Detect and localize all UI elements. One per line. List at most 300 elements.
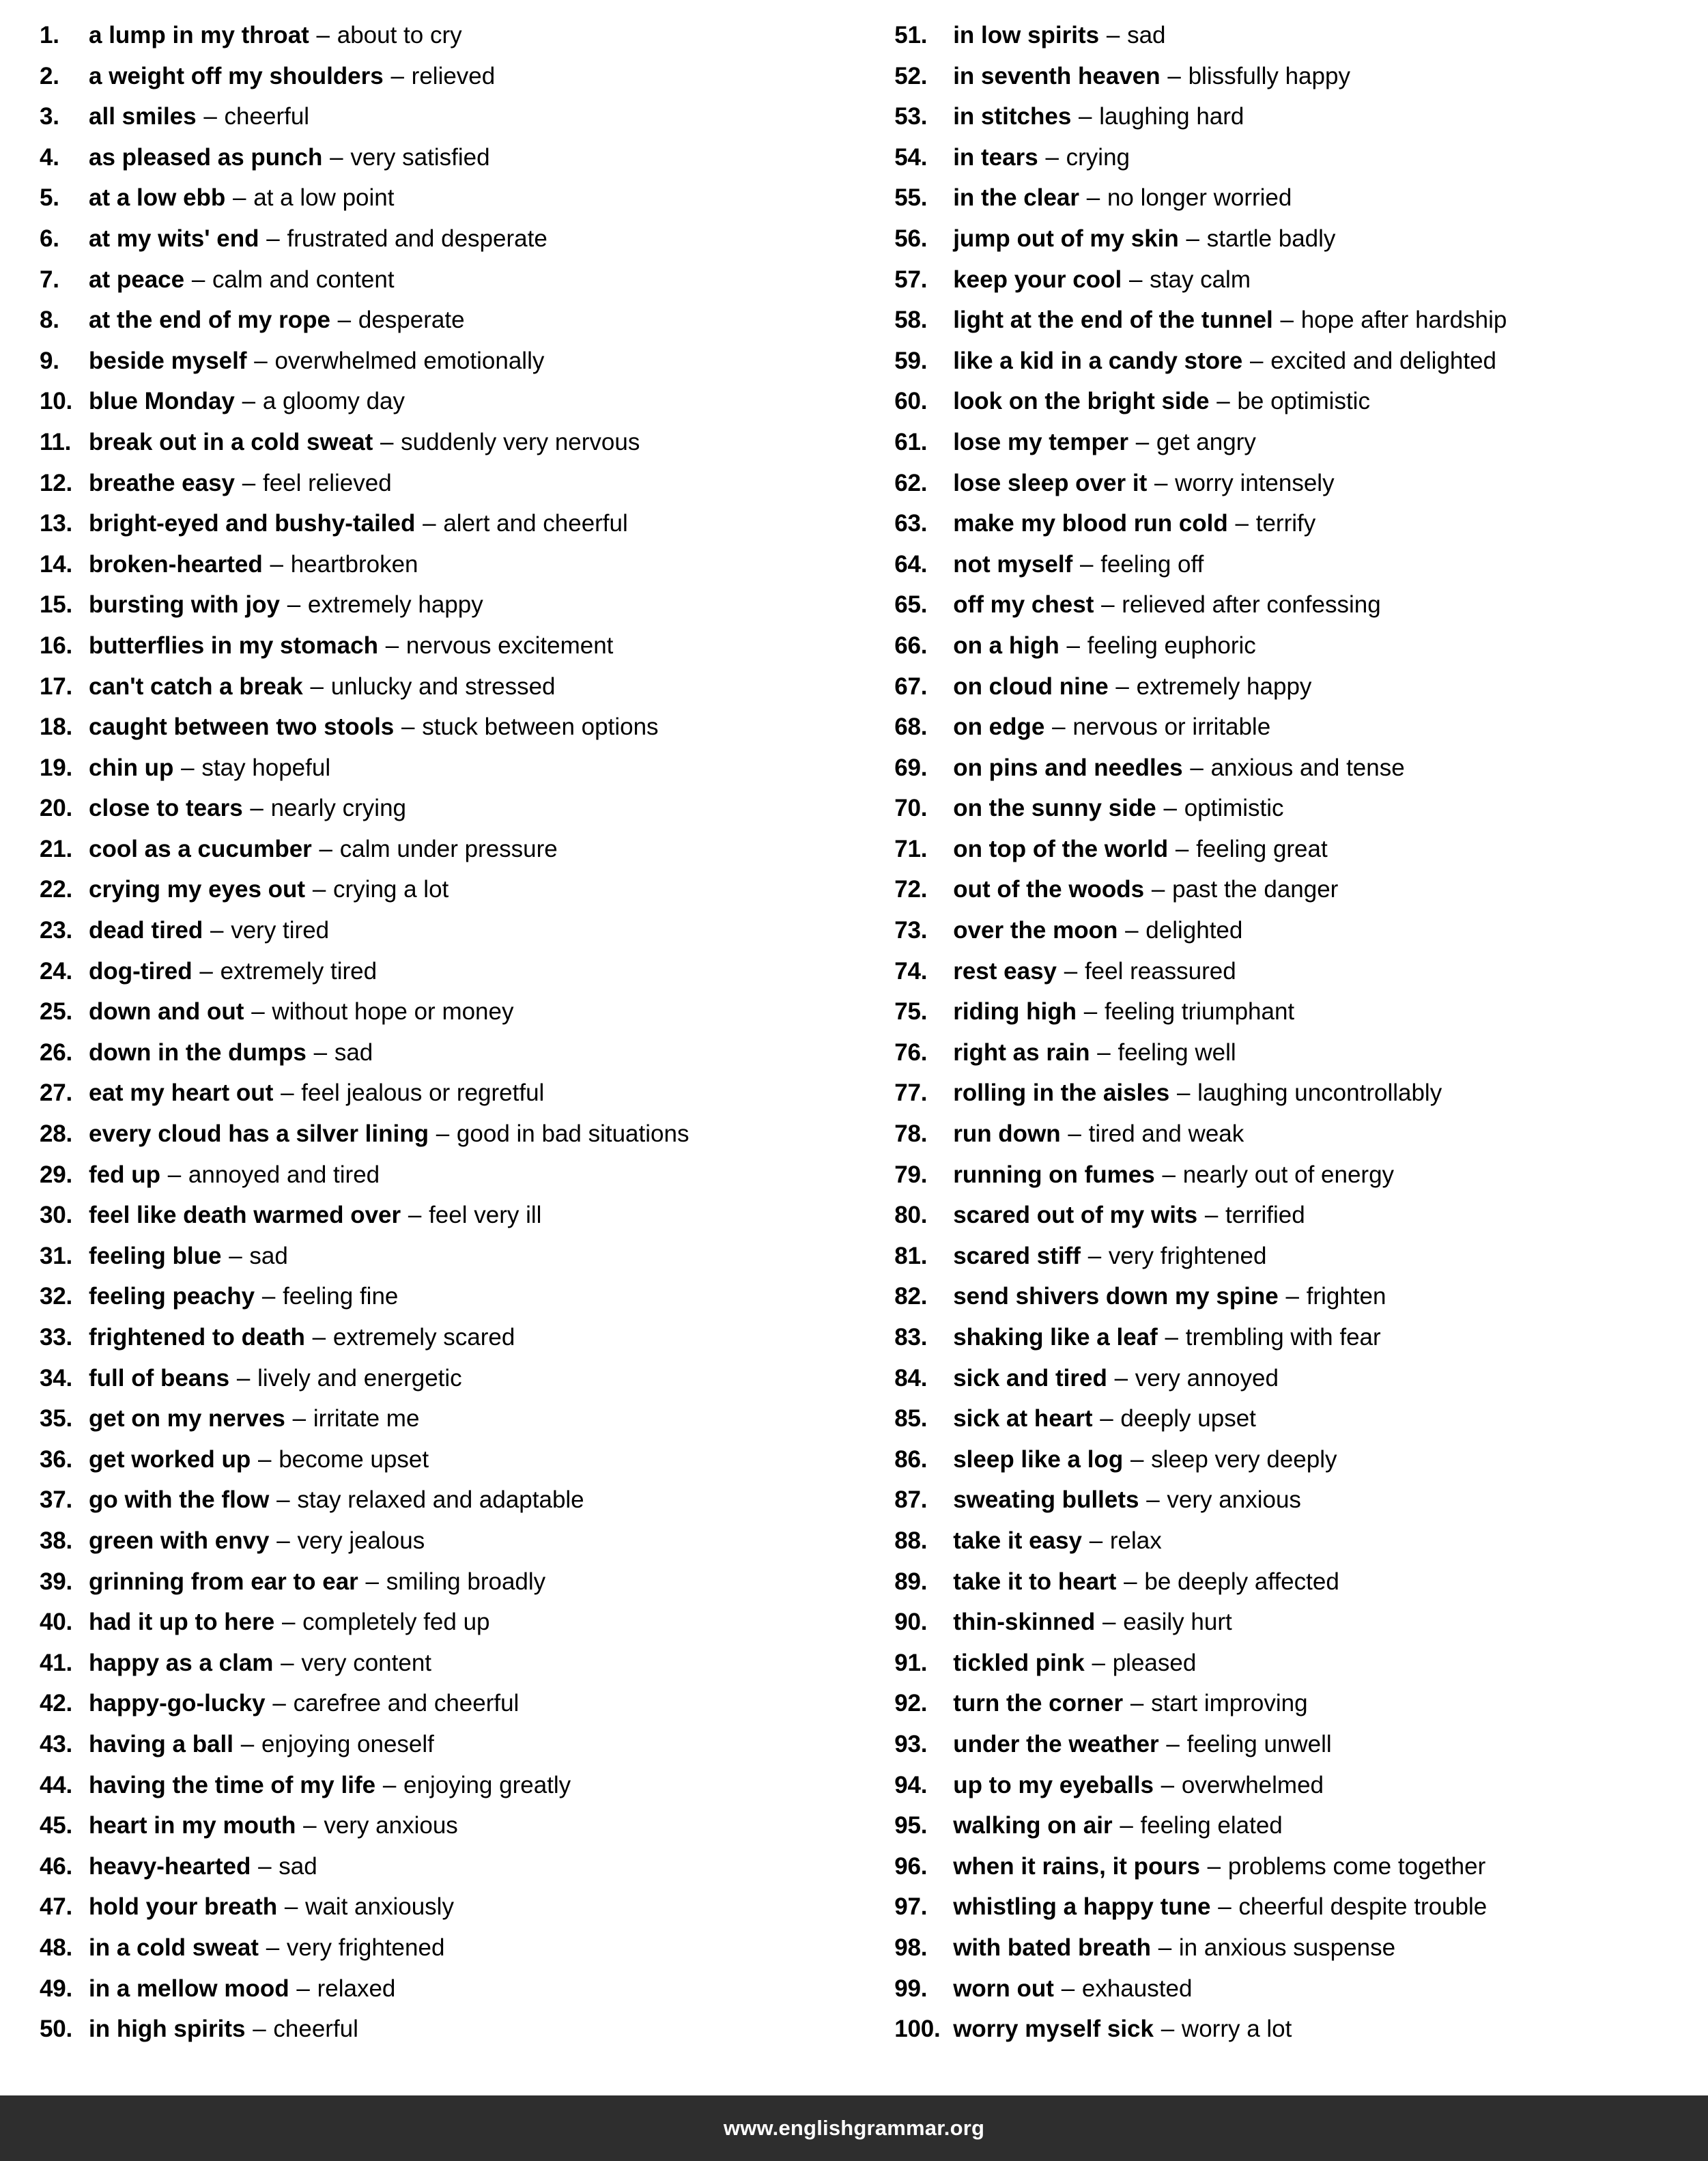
idiom-meaning: annoyed and tired: [188, 1161, 380, 1188]
idiom-dash: –: [1250, 347, 1264, 374]
idiom-phrase: in stitches: [953, 103, 1072, 130]
idiom-dash: –: [1167, 62, 1181, 89]
idiom-meaning: very annoyed: [1135, 1364, 1279, 1392]
list-item-text: [89, 1927, 444, 1968]
list-item: [894, 707, 1681, 748]
list-item-number: 76.: [894, 1039, 928, 1066]
idiom-dash: –: [390, 62, 404, 89]
idiom-meaning: sleep very deeply: [1151, 1445, 1337, 1473]
idiom-phrase: feeling peachy: [89, 1283, 255, 1310]
list-item-number: 82.: [894, 1283, 928, 1310]
idiom-phrase: down and out: [89, 998, 244, 1026]
list-item: [894, 869, 1681, 910]
idiom-dash: –: [1165, 1324, 1178, 1351]
idiom-phrase: dog-tired: [89, 957, 193, 985]
idiom-dash: –: [1079, 103, 1092, 130]
idiom-phrase: at the end of my rope: [89, 307, 330, 334]
list-item-number: 78.: [894, 1120, 928, 1148]
list-item-text: [89, 584, 483, 625]
list-item: [894, 1317, 1681, 1358]
list-item-number: 24.: [40, 957, 73, 985]
list-item: [40, 137, 894, 178]
list-item: [40, 1439, 894, 1480]
list-item-number: 11.: [40, 428, 72, 455]
list-item: [894, 1683, 1681, 1724]
list-item-text: [89, 788, 406, 829]
idiom-phrase: under the weather: [953, 1730, 1159, 1757]
list-item: [40, 951, 894, 992]
idiom-meaning: very frightened: [286, 1934, 445, 1961]
list-item-number: 6.: [40, 225, 59, 252]
idiom-phrase: full of beans: [89, 1364, 230, 1392]
list-item-text: [89, 15, 462, 56]
list-item: [40, 707, 894, 748]
idiom-column-left: [27, 15, 894, 2050]
idiom-phrase: beside myself: [89, 347, 247, 374]
idiom-meaning: stay calm: [1150, 266, 1251, 293]
idiom-dash: –: [181, 754, 195, 781]
idiom-meaning: frustrated and desperate: [287, 225, 547, 252]
list-item-text: [89, 422, 640, 463]
idiom-phrase: in high spirits: [89, 2016, 246, 2043]
list-item: [894, 56, 1681, 97]
list-item-text: [953, 910, 1242, 951]
idiom-phrase: a lump in my throat: [89, 22, 309, 48]
list-item: [40, 1317, 894, 1358]
idiom-dash: –: [292, 1405, 307, 1432]
list-item-number: 18.: [40, 714, 73, 741]
idiom-meaning: very content: [301, 1649, 432, 1676]
idiom-dash: –: [330, 143, 343, 171]
idiom-dash: –: [1163, 795, 1177, 822]
idiom-dash: –: [1176, 1079, 1191, 1107]
list-item-number: 69.: [894, 754, 928, 781]
list-item-number: 59.: [894, 347, 928, 374]
list-item-text: [953, 1480, 1301, 1521]
idiom-meaning: nervous excitement: [405, 632, 614, 659]
idiom-meaning: suddenly very nervous: [401, 428, 640, 455]
list-item-number: 45.: [40, 1812, 73, 1839]
list-item: [40, 788, 894, 829]
idiom-meaning: feeling well: [1118, 1039, 1236, 1066]
list-item: [40, 910, 894, 951]
list-item-text: [89, 1562, 545, 1602]
idiom-meaning: stay relaxed and adaptable: [297, 1486, 584, 1514]
idiom-dash: –: [1235, 510, 1249, 537]
list-item-text: [89, 951, 377, 992]
idiom-meaning: relieved after confessing: [1122, 591, 1381, 619]
idiom-dash: –: [385, 632, 399, 659]
list-item-number: 52.: [894, 62, 928, 89]
list-item-text: [89, 503, 628, 544]
list-item: [894, 1887, 1681, 1927]
list-item: [40, 1155, 894, 1196]
list-item-text: [89, 2009, 358, 2050]
idiom-phrase: at peace: [89, 266, 185, 293]
idiom-dash: –: [436, 1120, 450, 1148]
idiom-dash: –: [1151, 876, 1165, 903]
list-item: [40, 300, 894, 341]
idiom-dash: –: [240, 1730, 255, 1757]
idiom-phrase: rest easy: [953, 957, 1057, 985]
list-item-number: 90.: [894, 1609, 928, 1636]
idiom-phrase: feel like death warmed over: [89, 1202, 401, 1229]
idiom-dash: –: [1162, 1161, 1176, 1188]
idiom-meaning: sad: [1127, 22, 1166, 48]
list-item: [40, 1602, 894, 1643]
idiom-phrase: worry myself sick: [953, 2016, 1154, 2043]
list-item: [40, 503, 894, 544]
idiom-dash: –: [1115, 673, 1129, 700]
idiom-phrase: close to tears: [89, 795, 243, 822]
idiom-meaning: feel relieved: [262, 469, 392, 496]
idiom-dash: –: [1092, 1649, 1105, 1676]
idiom-meaning: hope after hardship: [1300, 307, 1507, 334]
list-item: [40, 1480, 894, 1521]
idiom-dash: –: [1079, 550, 1094, 578]
list-item-number: 100.: [894, 2016, 941, 2043]
list-item: [894, 1968, 1681, 2009]
list-item-number: 22.: [40, 876, 73, 903]
idiom-dash: –: [242, 469, 256, 496]
idiom-phrase: happy as a clam: [89, 1649, 274, 1676]
list-item-number: 95.: [894, 1812, 928, 1839]
list-item-text: [89, 463, 392, 504]
list-item-number: 7.: [40, 266, 59, 293]
list-item-number: 17.: [40, 673, 73, 700]
list-item-number: 75.: [894, 998, 928, 1026]
list-item-number: 9.: [40, 347, 59, 374]
list-item-number: 79.: [894, 1161, 928, 1188]
idiom-meaning: relax: [1109, 1527, 1162, 1554]
idiom-dash: –: [1120, 1812, 1133, 1839]
list-item: [40, 666, 894, 707]
idiom-meaning: cheerful: [224, 103, 310, 130]
list-item: [894, 1846, 1681, 1887]
idiom-meaning: very frightened: [1108, 1242, 1267, 1269]
idiom-dash: –: [303, 1812, 317, 1839]
list-item-text: [953, 381, 1370, 422]
idiom-phrase: off my chest: [953, 591, 1094, 619]
list-item: [894, 1521, 1681, 1562]
idiom-phrase: break out in a cold sweat: [89, 428, 373, 455]
idiom-meaning: worry intensely: [1175, 469, 1335, 496]
list-item-text: [89, 1073, 544, 1114]
idiom-dash: –: [210, 917, 224, 944]
list-item: [894, 1643, 1681, 1684]
list-item: [40, 1805, 894, 1846]
idiom-meaning: very tired: [231, 917, 330, 944]
list-item-text: [89, 910, 329, 951]
idiom-dash: –: [266, 225, 280, 252]
idiom-dash: –: [1066, 632, 1080, 659]
list-item-text: [953, 1683, 1307, 1724]
idiom-phrase: lose sleep over it: [953, 469, 1148, 496]
list-item-text: [953, 1236, 1266, 1277]
idiom-phrase: in tears: [953, 143, 1038, 171]
list-item: [40, 1846, 894, 1887]
idiom-dash: –: [401, 714, 415, 741]
list-item: [894, 1032, 1681, 1073]
list-item-text: [89, 1683, 519, 1724]
list-item: [894, 1765, 1681, 1806]
list-item: [40, 96, 894, 137]
list-item-text: [89, 1114, 689, 1155]
idiom-phrase: take it easy: [953, 1527, 1082, 1554]
list-item-text: [953, 1724, 1331, 1765]
idiom-phrase: when it rains, it pours: [953, 1852, 1200, 1880]
idiom-meaning: irritate me: [313, 1405, 420, 1432]
idiom-phrase: sick and tired: [953, 1364, 1107, 1392]
list-item: [894, 218, 1681, 259]
idiom-dash: –: [284, 1893, 298, 1921]
idiom-phrase: every cloud has a silver lining: [89, 1120, 429, 1148]
list-item-text: [89, 991, 514, 1032]
list-item: [40, 463, 894, 504]
idiom-dash: –: [1190, 754, 1204, 781]
list-item-number: 30.: [40, 1202, 73, 1229]
list-item-text: [953, 1887, 1487, 1927]
list-item-text: [953, 1114, 1244, 1155]
idiom-dash: –: [1061, 1975, 1075, 2002]
idiom-meaning: unlucky and stressed: [330, 673, 556, 700]
idiom-meaning: no longer worried: [1107, 184, 1292, 212]
list-item-number: 61.: [894, 428, 928, 455]
idiom-phrase: having a ball: [89, 1730, 233, 1757]
idiom-phrase: caught between two stools: [89, 714, 395, 741]
idiom-dash: –: [1285, 1283, 1299, 1310]
idiom-meaning: delighted: [1145, 917, 1243, 944]
list-item-number: 1.: [40, 22, 59, 48]
list-item-text: [89, 218, 547, 259]
idiom-meaning: overwhelmed: [1181, 1771, 1324, 1798]
list-item-number: 47.: [40, 1893, 73, 1921]
list-item: [40, 1887, 894, 1927]
list-item: [894, 1398, 1681, 1439]
list-item: [894, 666, 1681, 707]
list-item: [894, 910, 1681, 951]
list-item-number: 16.: [40, 632, 73, 659]
list-item-text: [89, 381, 405, 422]
list-item: [894, 1602, 1681, 1643]
idiom-meaning: very anxious: [1167, 1486, 1301, 1514]
list-item-number: 26.: [40, 1039, 73, 1066]
list-item-text: [953, 1602, 1232, 1643]
idiom-dash: –: [408, 1202, 422, 1229]
list-item: [894, 1480, 1681, 1521]
idiom-dash: –: [1083, 998, 1098, 1026]
list-item-number: 89.: [894, 1568, 928, 1595]
idiom-meaning: enjoying greatly: [403, 1771, 571, 1798]
idiom-dash: –: [1154, 469, 1168, 496]
list-item: [40, 218, 894, 259]
list-item: [894, 829, 1681, 870]
list-item-text: [953, 1358, 1279, 1399]
idiom-phrase: heart in my mouth: [89, 1812, 296, 1839]
footer-bar: [0, 2095, 1708, 2161]
idiom-dash: –: [1087, 1242, 1102, 1269]
list-item-number: 55.: [894, 184, 928, 212]
list-item-text: [89, 1236, 288, 1277]
idiom-dash: –: [1100, 1405, 1113, 1432]
idiom-phrase: walking on air: [953, 1812, 1113, 1839]
list-item-text: [953, 137, 1130, 178]
idiom-meaning: laughing hard: [1099, 103, 1244, 130]
idiom-phrase: breathe easy: [89, 469, 236, 496]
idiom-phrase: in the clear: [953, 184, 1079, 212]
list-item-number: 48.: [40, 1934, 73, 1961]
idiom-meaning: excited and delighted: [1270, 347, 1497, 374]
list-item: [894, 1195, 1681, 1236]
list-item-text: [953, 259, 1251, 300]
idiom-meaning: about to cry: [337, 22, 462, 48]
list-item: [894, 625, 1681, 666]
list-item-text: [953, 503, 1315, 544]
idiom-dash: –: [276, 1486, 290, 1514]
idiom-dash: –: [1280, 307, 1294, 334]
list-item: [40, 1276, 894, 1317]
idiom-phrase: in low spirits: [953, 22, 1100, 48]
idiom-dash: –: [270, 550, 283, 578]
idiom-phrase: up to my eyeballs: [953, 1771, 1154, 1798]
list-item-number: 33.: [40, 1324, 73, 1351]
list-item-number: 42.: [40, 1690, 73, 1717]
list-item-text: [89, 1846, 317, 1887]
idiom-meaning: optimistic: [1184, 795, 1284, 822]
list-item-text: [953, 991, 1294, 1032]
idiom-phrase: keep your cool: [953, 266, 1122, 293]
idiom-meaning: calm and content: [212, 266, 395, 293]
list-item: [894, 422, 1681, 463]
idiom-dash: –: [312, 1324, 326, 1351]
idiom-meaning: very anxious: [324, 1812, 458, 1839]
list-item-text: [89, 1724, 434, 1765]
list-item-text: [953, 829, 1328, 870]
idiom-dash: –: [1175, 835, 1189, 862]
list-item-text: [89, 625, 613, 666]
list-item-number: 29.: [40, 1161, 73, 1188]
list-item-number: 43.: [40, 1730, 73, 1757]
idiom-phrase: a weight off my shoulders: [89, 62, 384, 89]
idiom-phrase: at my wits' end: [89, 225, 259, 252]
list-item-text: [953, 15, 1165, 56]
list-item: [894, 96, 1681, 137]
list-item-number: 19.: [40, 754, 73, 781]
list-item-text: [953, 1765, 1324, 1806]
list-item-text: [89, 1276, 398, 1317]
idiom-meaning: exhausted: [1081, 1975, 1193, 2002]
list-item-text: [953, 1073, 1442, 1114]
list-item-text: [953, 1927, 1395, 1968]
idiom-dash: –: [1125, 917, 1139, 944]
list-item: [40, 1765, 894, 1806]
idiom-dash: –: [272, 1690, 286, 1717]
idiom-phrase: not myself: [953, 550, 1073, 578]
list-item-text: [89, 178, 395, 218]
idiom-meaning: overwhelmed emotionally: [274, 347, 545, 374]
idiom-dash: –: [1106, 22, 1120, 48]
list-item-number: 15.: [40, 591, 73, 619]
list-item: [40, 829, 894, 870]
list-item: [894, 15, 1681, 56]
list-item-number: 14.: [40, 550, 73, 578]
idiom-phrase: on cloud nine: [953, 673, 1109, 700]
idiom-phrase: look on the bright side: [953, 388, 1210, 415]
list-item-text: [953, 300, 1507, 341]
idiom-meaning: worry a lot: [1181, 2016, 1292, 2043]
list-item: [894, 1927, 1681, 1968]
idiom-meaning: cheerful despite trouble: [1238, 1893, 1488, 1921]
list-item-text: [953, 341, 1496, 382]
list-item-text: [89, 1032, 373, 1073]
idiom-dash: –: [1102, 1609, 1116, 1636]
list-item-number: 96.: [894, 1852, 928, 1880]
list-item-number: 67.: [894, 673, 928, 700]
idiom-dash: –: [1207, 1852, 1221, 1880]
list-item-number: 58.: [894, 307, 928, 334]
list-item: [894, 1073, 1681, 1114]
list-item-text: [953, 584, 1380, 625]
list-item-number: 31.: [40, 1242, 73, 1269]
idiom-dash: –: [233, 184, 246, 212]
idiom-phrase: in seventh heaven: [953, 62, 1161, 89]
idiom-dash: –: [423, 510, 436, 537]
list-item: [40, 422, 894, 463]
list-item-number: 72.: [894, 876, 928, 903]
idiom-dash: –: [261, 1283, 276, 1310]
idiom-meaning: feeling unwell: [1186, 1730, 1332, 1757]
list-item-number: 35.: [40, 1405, 73, 1432]
idiom-dash: –: [203, 103, 217, 130]
list-item-text: [89, 748, 330, 789]
idiom-meaning: start improving: [1151, 1690, 1308, 1717]
list-item-number: 13.: [40, 510, 73, 537]
list-item: [894, 178, 1681, 218]
idiom-phrase: on top of the world: [953, 835, 1169, 862]
idiom-dash: –: [1086, 184, 1100, 212]
idiom-dash: –: [1161, 2016, 1175, 2043]
idiom-dash: –: [1166, 1730, 1180, 1757]
list-item-text: [89, 1765, 571, 1806]
idiom-meaning: at a low point: [253, 184, 395, 212]
list-item: [40, 1195, 894, 1236]
list-item-text: [953, 869, 1338, 910]
idiom-dash: –: [229, 1242, 242, 1269]
idiom-dash: –: [281, 1649, 294, 1676]
idiom-meaning: trembling with fear: [1185, 1324, 1381, 1351]
idiom-dash: –: [1146, 1486, 1160, 1514]
idiom-phrase: bright-eyed and bushy-tailed: [89, 510, 416, 537]
idiom-meaning: problems come together: [1227, 1852, 1486, 1880]
idiom-dash: –: [337, 307, 352, 334]
idiom-meaning: feeling great: [1196, 835, 1328, 862]
idiom-phrase: send shivers down my spine: [953, 1283, 1279, 1310]
idiom-phrase: blue Monday: [89, 388, 235, 415]
list-item-number: 77.: [894, 1079, 928, 1107]
idiom-phrase: can't catch a break: [89, 673, 303, 700]
list-item-text: [89, 869, 449, 910]
idiom-dash: –: [254, 347, 268, 374]
idiom-meaning: enjoying oneself: [261, 1730, 434, 1757]
list-item: [40, 381, 894, 422]
idiom-meaning: very satisfied: [350, 143, 490, 171]
list-item-text: [89, 1195, 541, 1236]
list-item: [40, 1724, 894, 1765]
idiom-phrase: get worked up: [89, 1445, 251, 1473]
idiom-meaning: in anxious suspense: [1178, 1934, 1396, 1961]
list-item: [40, 178, 894, 218]
list-item-number: 51.: [894, 22, 928, 48]
